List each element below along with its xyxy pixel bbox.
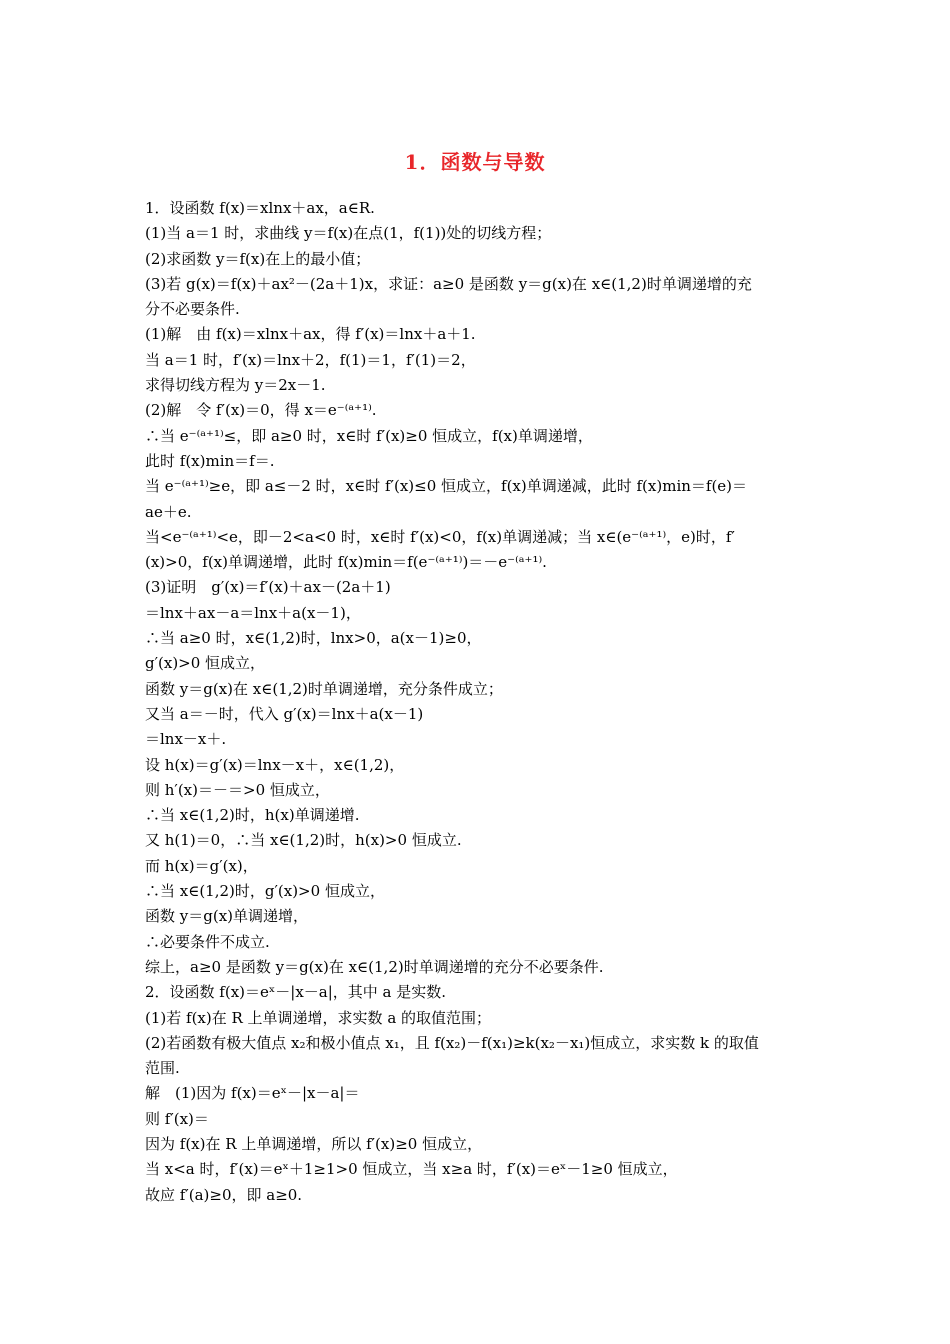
text-line: g′(x)>0 恒成立， [145, 654, 266, 673]
text-line: 设 h(x)＝g′(x)＝lnx－x＋，x∈(1,2)， [145, 755, 405, 774]
text-line: (2)解 令 f′(x)＝0，得 x＝e⁻⁽ᵃ⁺¹⁾. [145, 401, 377, 420]
text-line: (3)若 g(x)＝f(x)＋ax²－(2a＋1)x，求证：a≥0 是函数 y＝g(x)在 x∈(1,2)时单调递增的充 [145, 274, 752, 293]
text-line: (3)证明 g′(x)＝f′(x)＋ax－(2a＋1) [145, 578, 391, 597]
text-line: ∴必要条件不成立. [145, 932, 270, 951]
text-line: 综上，a≥0 是函数 y＝g(x)在 x∈(1,2)时单调递增的充分不必要条件. [145, 957, 604, 976]
text-line: 此时 f(x)min＝f＝. [145, 451, 275, 470]
text-line: 故应 f′(a)≥0，即 a≥0. [145, 1185, 303, 1204]
text-line: 则 f′(x)＝ [145, 1109, 209, 1128]
text-line: ∴当 a≥0 时，x∈(1,2)时，lnx>0，a(x－1)≥0， [145, 629, 482, 648]
text-line: ＝lnx－x＋. [145, 730, 227, 749]
text-line: 又 h(1)＝0，∴当 x∈(1,2)时，h(x)>0 恒成立. [145, 831, 462, 850]
text-line: 当 e⁻⁽ᵃ⁺¹⁾≥e，即 a≤－2 时，x∈时 f′(x)≤0 恒成立，f(x)单调递减，此时 f(x)min＝f(e)＝ [145, 477, 748, 496]
text-line: 解 (1)因为 f(x)＝eˣ－|x－a|＝ [145, 1084, 360, 1103]
text-line: 当 x<a 时，f′(x)＝eˣ＋1≥1>0 恒成立，当 x≥a 时，f′(x)＝eˣ－1≥0 恒成立， [145, 1160, 678, 1179]
text-line: 而 h(x)＝g′(x)， [145, 856, 258, 875]
page-title: 1．函数与导数 [404, 150, 546, 174]
text-line: ＝lnx＋ax－a＝lnx＋a(x－1)， [145, 603, 361, 622]
text-line: ae＋e. [145, 502, 192, 521]
text-line: ∴当 x∈(1,2)时，h(x)单调递增. [145, 806, 360, 825]
text-line: (2)求函数 y＝f(x)在上的最小值； [145, 249, 371, 268]
text-line: (2)若函数有极大值点 x₂和极小值点 x₁，且 f(x₂)－f(x₁)≥k(x₂－x₁)恒成立，求实数 k 的取值 [145, 1033, 759, 1052]
text-line: 当 a＝1 时，f′(x)＝lnx＋2，f(1)＝1，f′(1)＝2， [145, 350, 476, 369]
text-line: 求得切线方程为 y＝2x－1. [145, 376, 326, 395]
text-line: 函数 y＝g(x)在 x∈(1,2)时单调递增，充分条件成立； [145, 679, 503, 698]
text-line: 范围. [145, 1059, 180, 1078]
text-line: (x)>0，f(x)单调递增，此时 f(x)min＝f(e⁻⁽ᵃ⁺¹⁾)＝－e⁻⁽ᵃ⁺¹⁾. [145, 553, 547, 572]
text-line: 函数 y＝g(x)单调递增， [145, 907, 309, 926]
document-body [145, 196, 810, 1208]
text-line: 则 h′(x)＝－＝>0 恒成立， [145, 780, 330, 799]
text-line: ∴当 e⁻⁽ᵃ⁺¹⁾≤，即 a≥0 时，x∈时 f′(x)≥0 恒成立，f(x)单调递增， [145, 426, 593, 445]
text-line: 1．设函数 f(x)＝xlnx＋ax，a∈R. [145, 199, 375, 217]
text-line: 分不必要条件. [145, 300, 240, 319]
text-line: ∴当 x∈(1,2)时，g′(x)>0 恒成立， [145, 882, 385, 901]
text-line: (1)解 由 f(x)＝xlnx＋ax，得 f′(x)＝lnx＋a＋1. [145, 325, 476, 344]
text-line: (1)若 f(x)在 R 上单调递增，求实数 a 的取值范围； [145, 1008, 492, 1027]
text-line: 因为 f(x)在 R 上单调递增，所以 f′(x)≥0 恒成立， [145, 1134, 483, 1153]
text-line: (1)当 a＝1 时，求曲线 y＝f(x)在点(1，f(1))处的切线方程； [145, 224, 552, 243]
text-line: 当<e⁻⁽ᵃ⁺¹⁾<e，即－2<a<0 时，x∈时 f′(x)<0，f(x)单调递减；当 x∈(e⁻⁽ᵃ⁺¹⁾，e)时，f′ [145, 527, 735, 546]
text-line: 又当 a＝－时，代入 g′(x)＝lnx＋a(x－1) [145, 704, 424, 723]
text-line: 2．设函数 f(x)＝eˣ－|x－a|，其中 a 是实数. [145, 983, 447, 1002]
